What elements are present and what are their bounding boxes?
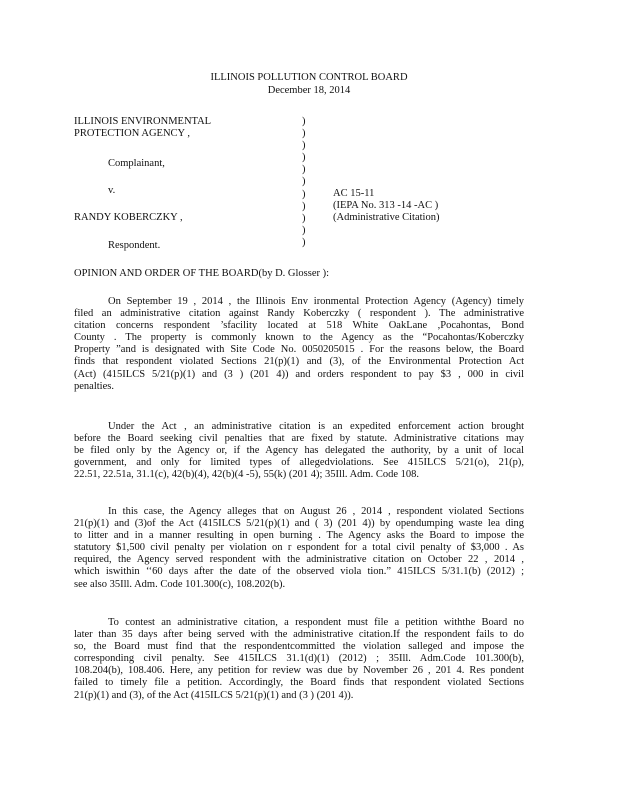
text-line: To contest an administrative citation, a respondent must file a petition withthe Board no: [108, 617, 524, 628]
iepa-number: (IEPA No. 313 -14 -AC ): [333, 200, 439, 212]
text-line: citation concerns respondent ’sfacility located at 518 White OakLane ,Pocahontas, Bond: [74, 320, 524, 332]
text-line: filed an administrative citation against Randy Koberczky ( respondent ). The administrative: [74, 308, 524, 320]
paren-mark: ): [302, 200, 306, 212]
text-line: corresponding civil penalty. See 415ILCS 31.1(d)(1) (2012) ; 35Ill. Adm.Code 101.300(b),: [74, 653, 524, 665]
complainant-name-line2: PROTECTION AGENCY ,: [74, 128, 190, 139]
text-line: (Act) (415ILCS 5/21(p)(1) and (3 ) (201 4)) and orders respondent to pay $3 , 000 in civil: [74, 368, 524, 380]
text-line: required, the Agency served respondent with the administrative citation on October 22 , 2014 ,: [74, 554, 524, 566]
text-line: finds that respondent violated Sections 21(p)(1) and (3), of the Environmental Protection Act: [74, 356, 524, 368]
case-type: (Administrative Citation): [333, 212, 440, 224]
text-line: 108.204(b), 108.406. Here, any petition for review was due by November 26 , 201 4. Res pondent: [74, 665, 524, 677]
text-line: Property ”and is designated with Site Code No. 0050205015 . For the reasons below, the Board: [74, 344, 524, 356]
text-line: On September 19 , 2014 , the Illinois Env ironmental Protection Agency (Agency) timely: [108, 296, 524, 307]
text-line: which iswithin ‘‘60 days after the date of the observed viola tion.” 415ILCS 5/31.1(b) (2012) ;: [74, 566, 524, 578]
text-line: penalties.: [74, 380, 114, 392]
paragraph-1: [74, 296, 524, 393]
respondent-name: RANDY KOBERCZKY ,: [74, 212, 183, 223]
text-line: 22.51, 22.51a, 31.1(c), 42(b)(4), 42(b)(4 -5), 55(k) (201 4); 35Ill. Adm. Code 108.: [74, 469, 419, 481]
paren-mark: ): [302, 164, 306, 176]
paren-mark: ): [302, 212, 306, 224]
case-info: [333, 188, 439, 224]
paren-mark: ): [302, 188, 306, 200]
text-line: before the Board seeking civil penalties that are fixed by statute. Administrative citations may: [74, 433, 524, 445]
respondent-role: Respondent.: [108, 240, 161, 251]
text-line: to litter and in a manner resulting in open burning . The Agency asks the Board to impose the: [74, 530, 524, 542]
text-line: government, and only for limited types of allegedviolations. See 415ILCS 5/21(o), 21(p),: [74, 457, 524, 469]
text-line: 21(p)(1) and (3)of the Act (415ILCS 5/21(p)(1) and ( 3) (201 4)) by opendumping waste lea ding: [74, 518, 524, 530]
text-line: statutory $1,500 civil penalty per violation on r espondent for a total civil penalty of $3,000 . As: [74, 542, 524, 554]
paren-mark: ): [302, 152, 306, 164]
paren-mark: ): [302, 224, 306, 236]
text-line: In this case, the Agency alleges that on August 26 , 2014 , respondent violated Sections: [108, 506, 524, 517]
paren-mark: ): [302, 116, 306, 127]
paren-mark: ): [302, 176, 306, 188]
complainant-role: Complainant,: [108, 158, 165, 169]
paren-mark: ): [302, 236, 306, 248]
text-line: be filed only by the Agency or, if the Agency has delegated the authority, by a unit of local: [74, 445, 524, 457]
paragraph-3: [74, 506, 524, 591]
paren-mark: ): [302, 140, 306, 152]
paragraph-4: [74, 617, 524, 702]
paragraph-2: [74, 421, 524, 481]
text-line: County . The property is commonly known to the Agency as the “Pocahontas/Koberczky: [74, 332, 524, 344]
text-line: Under the Act , an administrative citation is an expedited enforcement action brought: [108, 421, 524, 432]
text-line: see also 35Ill. Adm. Code 101.300(c), 108.202(b).: [74, 578, 286, 590]
agency-title: ILLINOIS POLLUTION CONTROL BOARD: [210, 72, 408, 83]
document-date: December 18, 2014: [267, 85, 351, 96]
complainant-name-line1: ILLINOIS ENVIRONMENTAL: [74, 116, 212, 127]
text-line: 21(p)(1) and (3), of the Act (415ILCS 5/21(p)(1) and (3 ) (201 4)).: [74, 689, 354, 701]
text-line: so, the Board must find that the respondentcommitted the violation salleged and impose the: [74, 641, 524, 653]
opinion-heading: OPINION AND ORDER OF THE BOARD(by D. Glosser ):: [74, 268, 330, 279]
case-number: AC 15-11: [333, 188, 375, 199]
versus: v.: [108, 185, 116, 196]
caption-parentheses: [302, 116, 306, 249]
text-line: later than 35 days after being served with the administrative citation.If the respondent fails to do: [74, 629, 524, 641]
paren-mark: ): [302, 128, 306, 140]
text-line: failed to timely file a petition. Accordingly, the Board finds that respondent violated Sections: [74, 677, 524, 689]
